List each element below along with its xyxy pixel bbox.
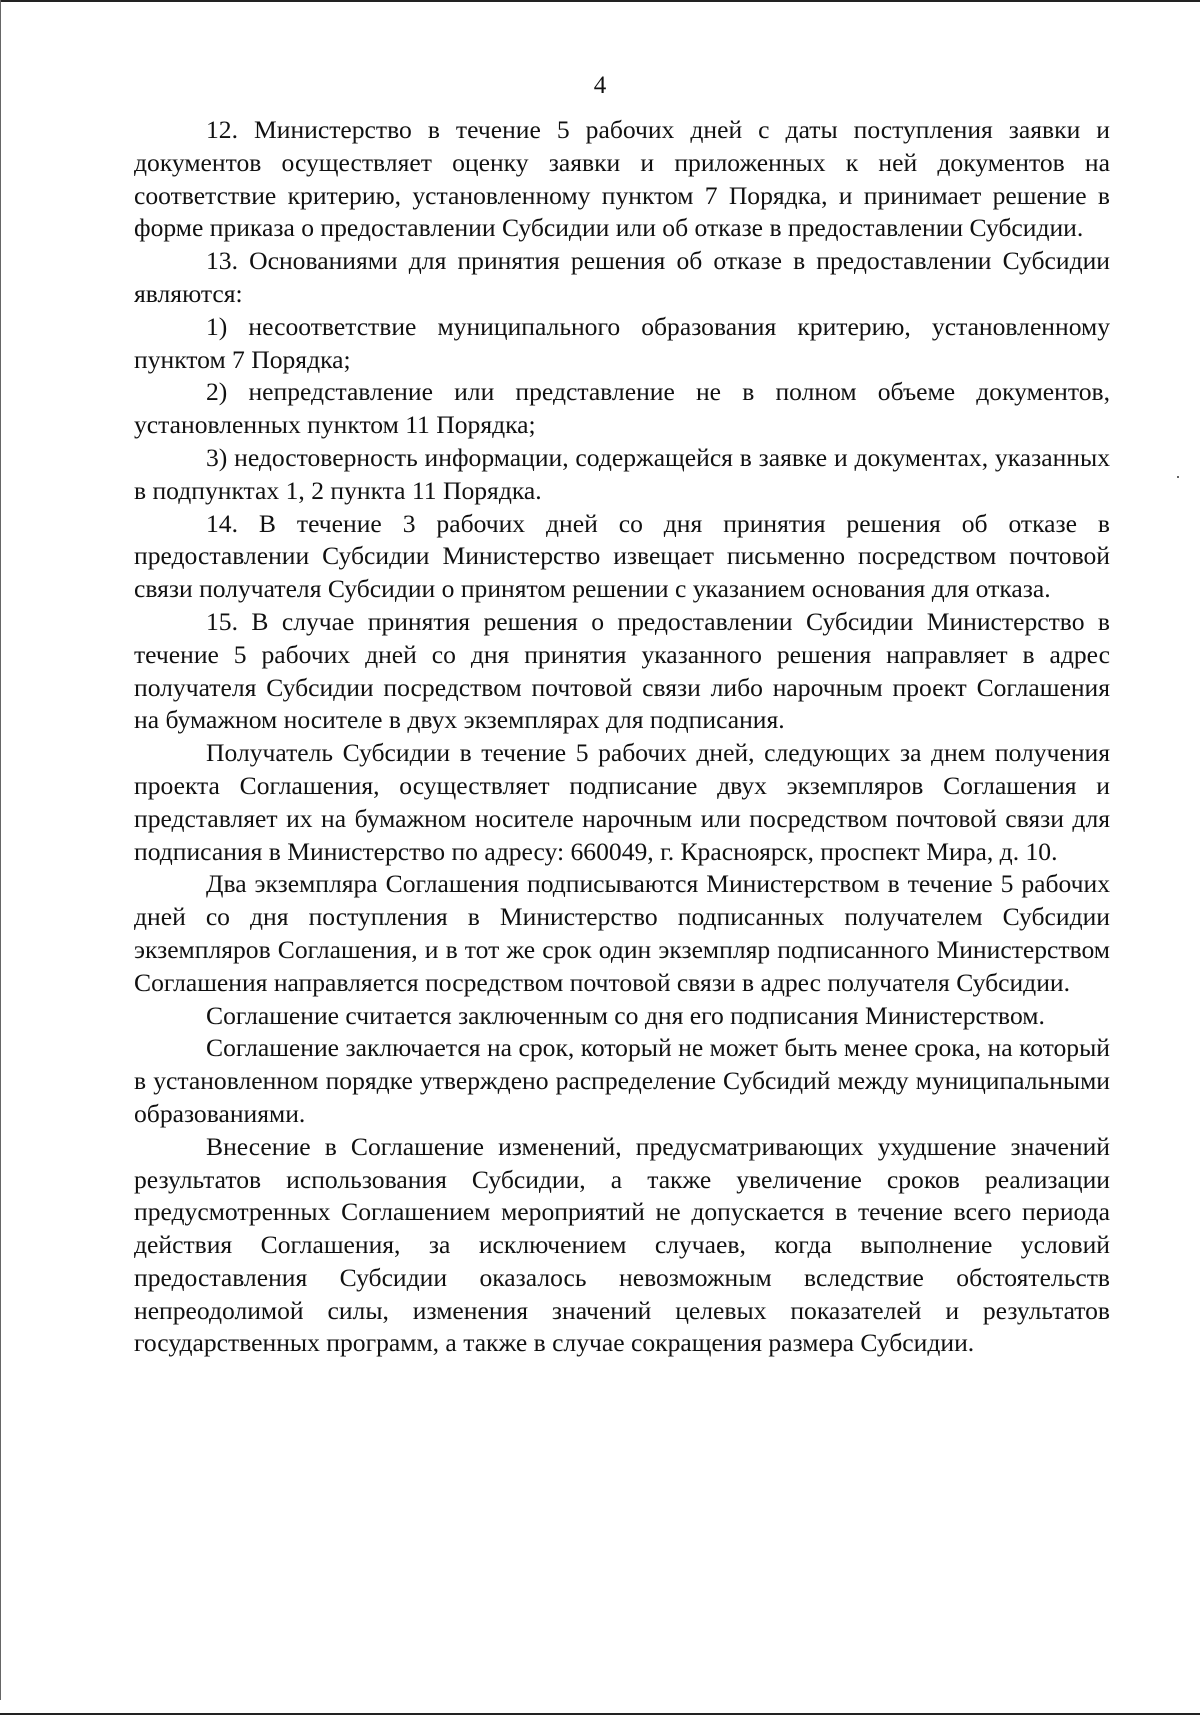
scan-border-bottom [0, 1713, 1200, 1715]
paragraph-12: 12. Министерство в течение 5 рабочих дней с даты поступления заявки и документов осуществляет оценку заявки и приложенных к ней документов на соответствие критерию, установленному пунктом 7 Порядка, и принимает решение в форме приказа о предоставлении Субсидии или об отказе в предоставлении Субсидии. [134, 115, 1110, 243]
paragraph-15: 15. В случае принятия решения о предоставлении Субсидии Министерство в течение 5 рабочих дней со дня принятия указанного решения направляет в адрес получателя Субсидии посредством почтовой связи либо нарочным проект Соглашения на бумажном носителе в двух экземплярах для подписания. [134, 606, 1110, 735]
list-item-13-2: 2) непредставление или представление не в полном объеме документов, установленных пунктом 11 Порядка; [134, 377, 1110, 440]
scan-border-top [0, 0, 1200, 2]
paragraph-15-term: Соглашение заключается на срок, который не может быть менее срока, на который в установленном порядке утверждено распределение Субсидий между муниципальными образованиями. [134, 1033, 1110, 1128]
paragraph-14: 14. В течение 3 рабочих дней со дня принятия решения об отказе в предоставлении Субсидии Министерство извещает письменно посредством почтовой связи получателя Субсидии о принятом решении с указанием основания для отказа. [134, 508, 1110, 604]
list-item-13-1: 1) несоответствие муниципального образования критерию, установленному пунктом 7 Порядка; [134, 311, 1110, 374]
paragraph-15-concluded: Соглашение считается заключенным со дня его подписания Министерством. [206, 1000, 1045, 1030]
page-number: 4 [593, 72, 607, 99]
list-item-13-3: 3) недостоверность информации, содержащейся в заявке и документах, указанных в подпунктах 1, 2 пункта 11 Порядка. [134, 442, 1110, 505]
paragraph-15-ministry-signing: Два экземпляра Соглашения подписываются Министерством в течение 5 рабочих дней со дня поступления в Министерство подписанных получателем Субсидии экземпляров Соглашения, и в тот же срок один экземпляр подписанного Министерством Соглашения направляется посредством почтовой связи в адрес получателя Субсидии. [134, 869, 1110, 997]
scan-speck [1177, 476, 1179, 478]
paragraph-13: 13. Основаниями для принятия решения об отказе в предоставлении Субсидии являются: [134, 246, 1110, 308]
paragraph-15-amendments: Внесение в Соглашение изменений, предусматривающих ухудшение значений результатов использования Субсидии, а также увеличение сроков реализации предусмотренных Соглашением мероприятий не допускается в течение всего периода действия Соглашения, за исключением случаев, когда выполнение условий предоставления Субсидии оказалось невозможным вследствие обстоятельств непреодолимой силы, изменения значений целевых показателей и результатов государственных программ, а также в случае сокращения размера Субсидии. [134, 1131, 1110, 1358]
paragraph-15-recipient-signing: Получатель Субсидии в течение 5 рабочих дней, следующих за днем получения проекта Соглашения, осуществляет подписание двух экземпляров Соглашения и представляет их на бумажном носителе нарочным или посредством почтовой связи для подписания в Министерство по адресу: 660049, г. Красноярск, проспект Мира, д. 10. [134, 738, 1110, 866]
scan-border-left [0, 0, 1, 1700]
document-body [134, 114, 1110, 1360]
